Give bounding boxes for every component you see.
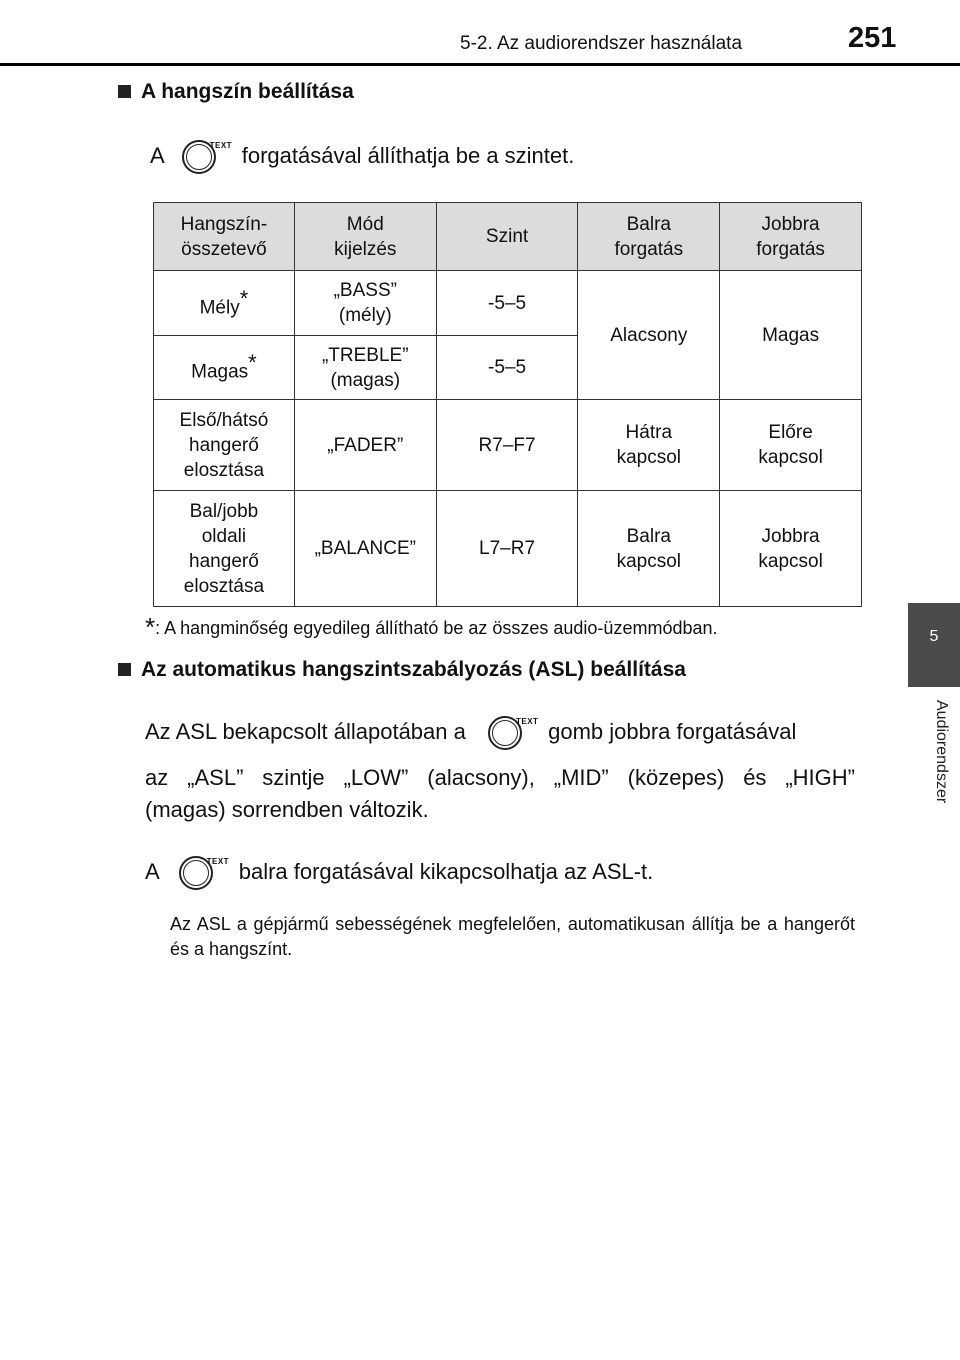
asl-para-line3: (magas) sorrendben változik.	[145, 797, 429, 822]
table-row	[154, 400, 862, 491]
cell-component: Bal/jobb oldali hangerő elosztása	[154, 491, 295, 607]
header-section-title: 5-2. Az audiorendszer használata	[460, 33, 743, 54]
cell-right: Előre kapcsol	[720, 400, 862, 491]
header-right-turn: Jobbra forgatás	[720, 203, 862, 271]
header-mode: Mód kijelzés	[294, 203, 436, 271]
section-heading-asl	[118, 658, 686, 682]
chapter-number: 5	[929, 628, 939, 645]
chapter-label-text: Audiorendszer	[933, 700, 950, 804]
cell-level: -5–5	[436, 271, 578, 336]
text-knob-icon	[180, 136, 233, 178]
footnote-mark: *	[248, 350, 257, 376]
cell-right-merged: Magas	[720, 271, 862, 400]
asl-text-end: gomb jobbra forgatásával	[548, 718, 797, 744]
asl-info-note: Az ASL a gépjármű sebességének megfelelően, automatikusan állítja be a hangerőt és a hangszínt.	[170, 914, 855, 959]
tone-intro	[150, 136, 574, 178]
table-row	[154, 491, 862, 607]
knob-label: TEXT	[209, 141, 233, 150]
text-knob-icon	[177, 852, 230, 894]
cell-mode: „BASS” (mély)	[294, 271, 436, 336]
text-knob-icon	[486, 712, 539, 754]
section-heading-text: Az automatikus hangszintszabályozás (ASL) beállítása	[141, 658, 686, 681]
section-heading-text: A hangszín beállítása	[141, 80, 354, 103]
header-component: Hangszín- összetevő	[154, 203, 295, 271]
tone-table	[153, 202, 862, 607]
table-header-row	[154, 203, 862, 271]
intro-text-end: forgatásával állíthatja be a szintet.	[241, 142, 575, 168]
chapter-label	[912, 700, 952, 840]
header-divider	[0, 63, 960, 66]
intro-text-start: A	[150, 142, 164, 168]
cell-level: R7–F7	[436, 400, 578, 491]
cell-component: Mély*	[154, 271, 295, 336]
cell-left: Hátra kapcsol	[578, 400, 720, 491]
cell-component: Első/hátsó hangerő elosztása	[154, 400, 295, 491]
square-bullet-icon	[118, 663, 131, 676]
header-level: Szint	[436, 203, 578, 271]
cell-left: Balra kapcsol	[578, 491, 720, 607]
cell-mode: „FADER”	[294, 400, 436, 491]
table-row	[154, 271, 862, 336]
cell-level: -5–5	[436, 336, 578, 400]
footnote-mark: *	[239, 285, 249, 311]
cell-level: L7–R7	[436, 491, 578, 607]
asl-off-para	[145, 852, 653, 894]
footnote-text: : A hangminőség egyedileg állítható be az összes audio-üzemmódban.	[155, 618, 718, 638]
cell-mode: „TREBLE” (magas)	[294, 336, 436, 400]
page-number: 251	[848, 22, 897, 54]
asl-para-line1	[145, 712, 855, 754]
cell-right: Jobbra kapcsol	[720, 491, 862, 607]
footnote-asterisk: *	[145, 612, 156, 642]
header-left-turn: Balra forgatás	[578, 203, 720, 271]
cell-left-merged: Alacsony	[578, 271, 720, 400]
asl-text-start: Az ASL bekapcsolt állapotában a	[145, 718, 466, 744]
cell-component: Magas*	[154, 336, 295, 400]
asl-off-text-start: A	[145, 858, 159, 884]
section-heading-tone	[118, 80, 354, 104]
asl-off-text-end: balra forgatásával kikapcsolhatja az ASL-t.	[238, 858, 654, 884]
square-bullet-icon	[118, 85, 131, 98]
table-footnote	[145, 612, 718, 643]
cell-mode: „BALANCE”	[294, 491, 436, 607]
knob-label: TEXT	[515, 717, 539, 726]
asl-para-line2: az „ASL” szintje „LOW” (alacsony), „MID” (közepes) és „HIGH”	[145, 765, 855, 790]
knob-label: TEXT	[206, 857, 230, 866]
